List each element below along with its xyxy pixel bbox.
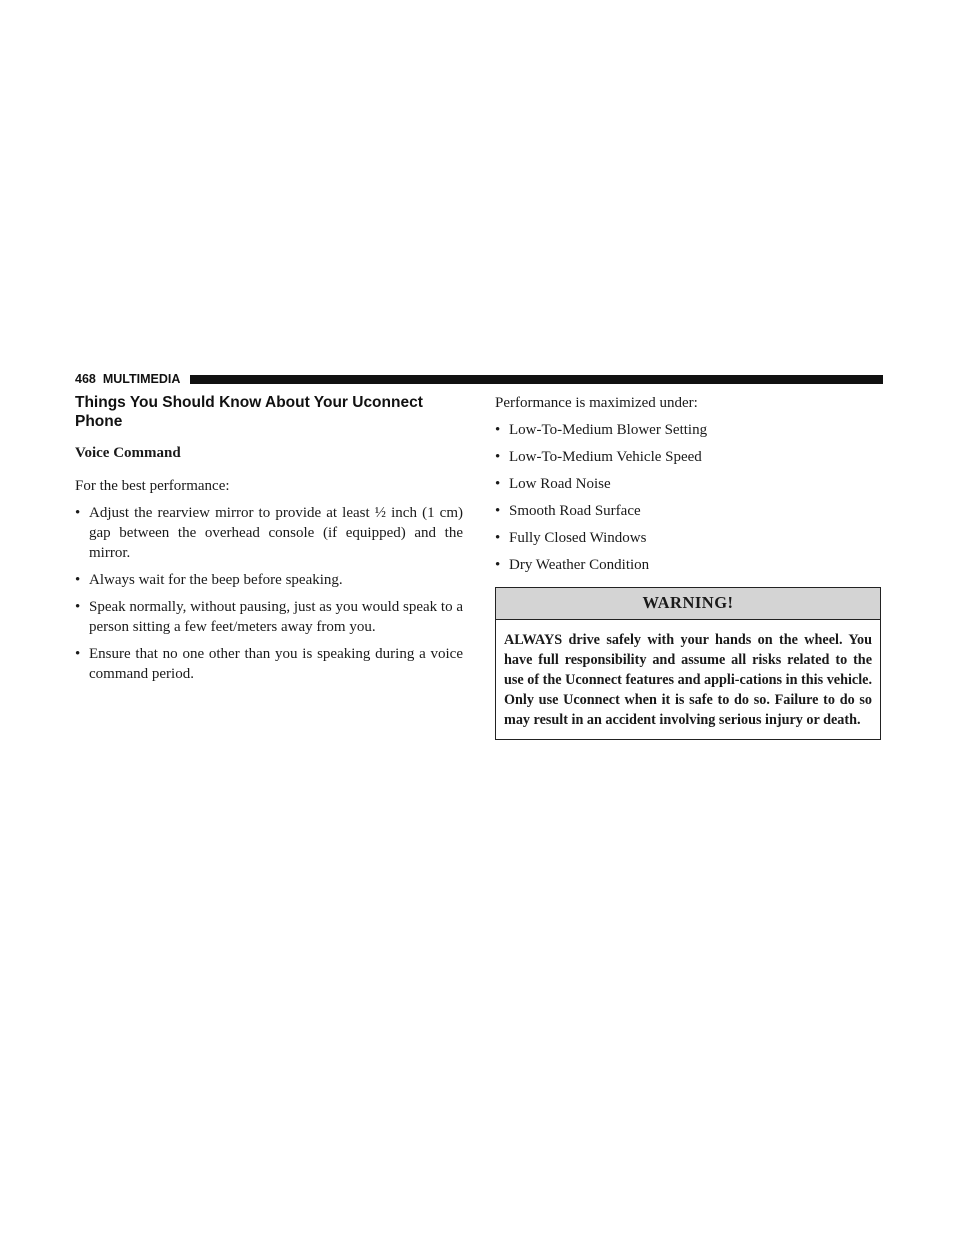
performance-tips-list	[75, 503, 463, 684]
list-item: • Always wait for the beep before speaking.	[75, 572, 343, 588]
section-name: MULTIMEDIA	[102, 372, 181, 386]
bullet-icon: •	[495, 449, 501, 465]
bullet-icon: •	[495, 530, 501, 546]
bullet-icon: •	[75, 505, 81, 521]
bullet-icon: •	[75, 599, 81, 615]
subheading-voice-command: Voice Command	[75, 445, 181, 461]
list-item: • Fully Closed Windows	[495, 530, 647, 546]
warning-title: WARNING!	[496, 588, 880, 620]
list-item: • Speak normally, without pausing, just as you would speak to a person sitting a few feet/meters away from you.	[75, 599, 463, 635]
right-column	[495, 393, 881, 740]
conditions-list	[495, 420, 881, 575]
warning-text: ALWAYS drive safely with your hands on the wheel. You have full responsibility and assume all risks related to the use of the Uconnect features and appli-cations in this vehicle. Only use Uconnect when it is safe to do so. Failure to do so may result in an accident involving serious injury or death.	[504, 632, 872, 728]
bullet-icon: •	[495, 476, 501, 492]
intro-paragraph: For the best performance:	[75, 478, 230, 494]
performance-intro: Performance is maximized under:	[495, 395, 698, 411]
list-item: • Low-To-Medium Vehicle Speed	[495, 449, 702, 465]
bullet-icon: •	[75, 646, 81, 662]
list-item: • Low-To-Medium Blower Setting	[495, 422, 708, 438]
list-item: • Smooth Road Surface	[495, 503, 641, 519]
bullet-icon: •	[495, 557, 501, 573]
left-column	[75, 393, 463, 684]
list-item: • Low Road Noise	[495, 476, 611, 492]
bullet-icon: •	[495, 503, 501, 519]
list-item: • Dry Weather Condition	[495, 557, 650, 573]
bullet-icon: •	[495, 422, 501, 438]
header-rule	[190, 375, 883, 384]
list-item: • Ensure that no one other than you is speaking during a voice command period.	[75, 646, 463, 682]
section-title: Things You Should Know About Your Uconnect Phone	[75, 394, 423, 430]
warning-box	[495, 587, 881, 740]
list-item: • Adjust the rearview mirror to provide at least ½ inch (1 cm) gap between the overhead console (if equipped) and the mirror.	[75, 505, 463, 561]
page-number: 468	[75, 372, 96, 386]
bullet-icon: •	[75, 572, 81, 588]
page-header	[75, 371, 883, 387]
